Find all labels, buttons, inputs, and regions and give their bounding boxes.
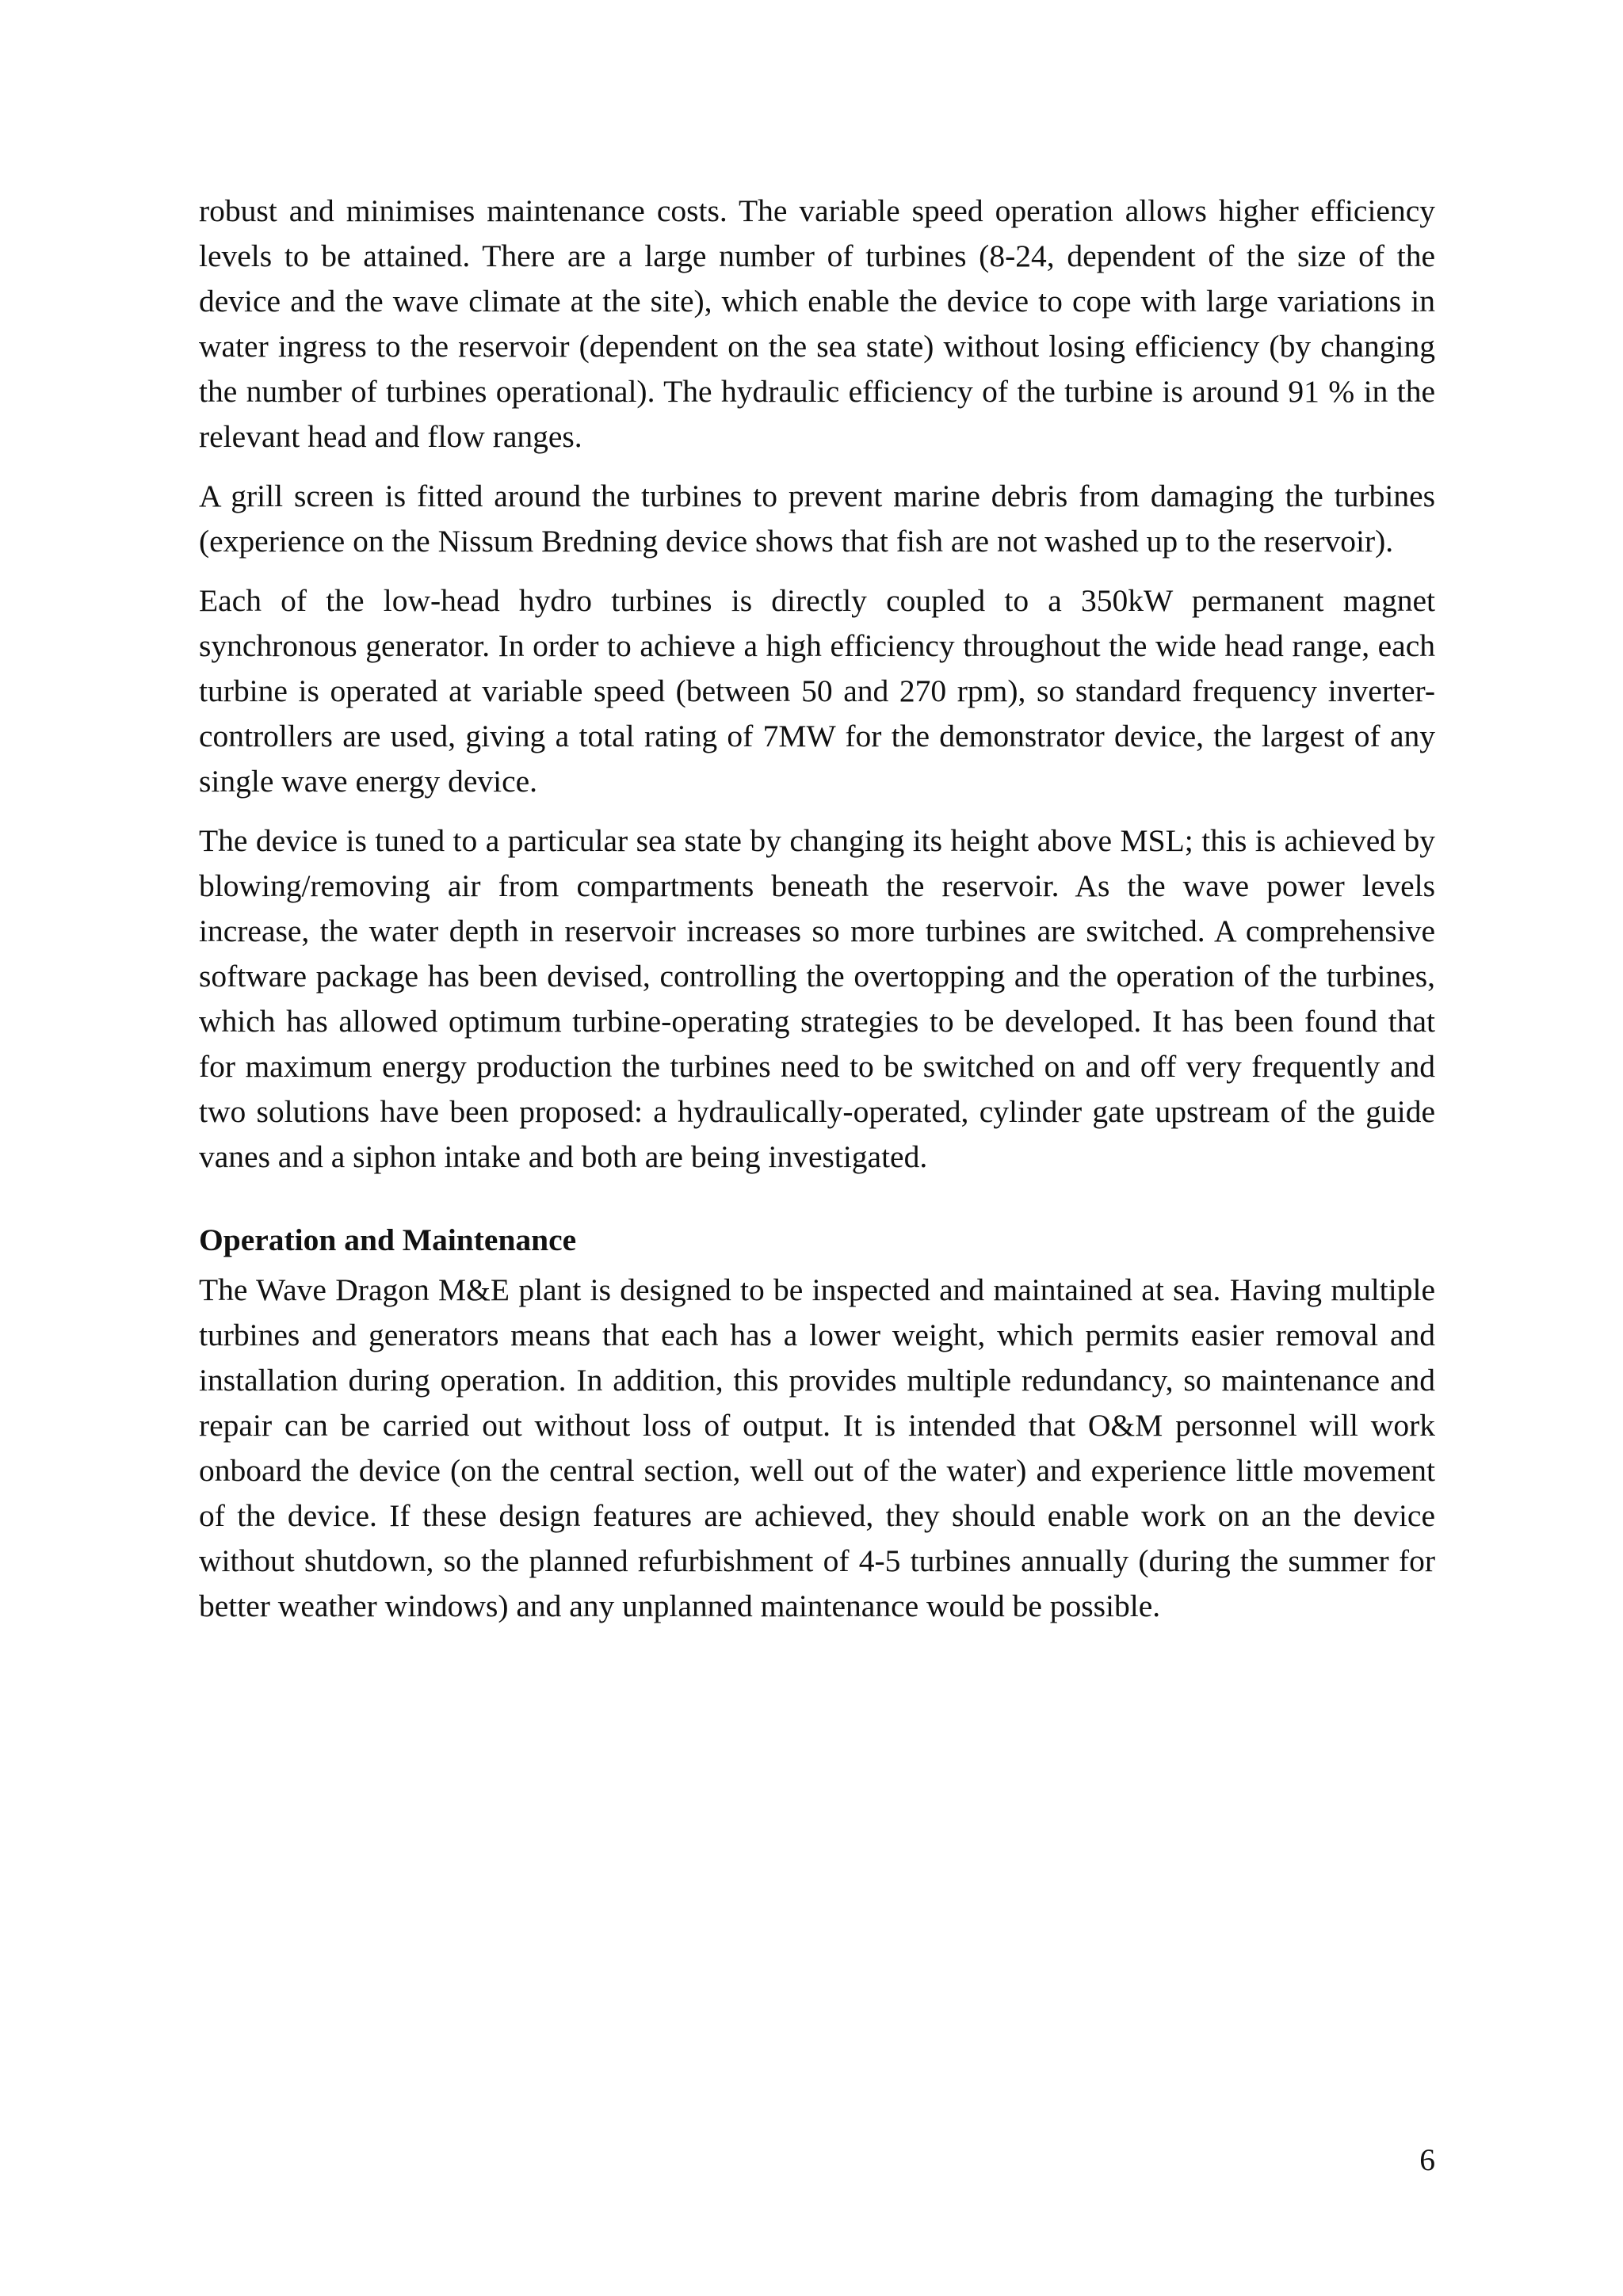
paragraph-generators: Each of the low-head hydro turbines is directly coupled to a 350kW permanent magnet synchronous generator. In order to achieve a high efficiency throughout the wide head range, each turbine is operated at variable speed (between 50 and 270 rpm), so standard frequency inverter-controllers are used, giving a total rating of 7MW for the demonstrator device, the largest of any single wave energy device. (199, 583, 1435, 799)
paragraph-grill-screen: A grill screen is fitted around the turbines to prevent marine debris from damaging the turbines (experience on the Nissum Bredning device shows that fish are not washed up to the reservoir). (199, 479, 1435, 559)
paragraph-operation-maintenance: The Wave Dragon M&E plant is designed to be inspected and maintained at sea. Having multiple turbines and generators means that each has a lower weight, which permits easier removal and installation during operation. In addition, this provides multiple redundancy, so maintenance and repair can be carried out without loss of output. It is intended that O&M personnel will work onboard the device (on the central section, well out of the water) and experience little movement of the device. If these design features are achieved, they should enable work on an the device without shutdown, so the planned refurbishment of 4-5 turbines annually (during the summer for better weather windows) and any unplanned maintenance would be possible. (199, 1272, 1435, 1623)
section-heading: Operation and Maintenance (199, 1222, 577, 1257)
document-page (199, 189, 1435, 1643)
page-number: 6 (1419, 2142, 1435, 2177)
paragraph-tuning: The device is tuned to a particular sea state by changing its height above MSL; this is achieved by blowing/removing air from compartments beneath the reservoir. As the wave power levels increase, the water depth in reservoir increases so more turbines are switched. A comprehensive software package has been devised, controlling the overtopping and the operation of the turbines, which has allowed optimum turbine-operating strategies to be developed. It has been found that for maximum energy production the turbines need to be switched on and off very frequently and two solutions have been proposed: a hydraulically-operated, cylinder gate upstream of the guide vanes and a siphon intake and both are being investigated. (199, 823, 1435, 1174)
paragraph-turbine-speed: robust and minimises maintenance costs. The variable speed operation allows higher efficiency levels to be attained. There are a large number of turbines (8-24, dependent of the size of the device and the wave climate at the site), which enable the device to cope with large variations in water ingress to the reservoir (dependent on the sea state) without losing efficiency (by changing the number of turbines operational). The hydraulic efficiency of the turbine is around 91 % in the relevant head and flow ranges. (199, 193, 1435, 454)
